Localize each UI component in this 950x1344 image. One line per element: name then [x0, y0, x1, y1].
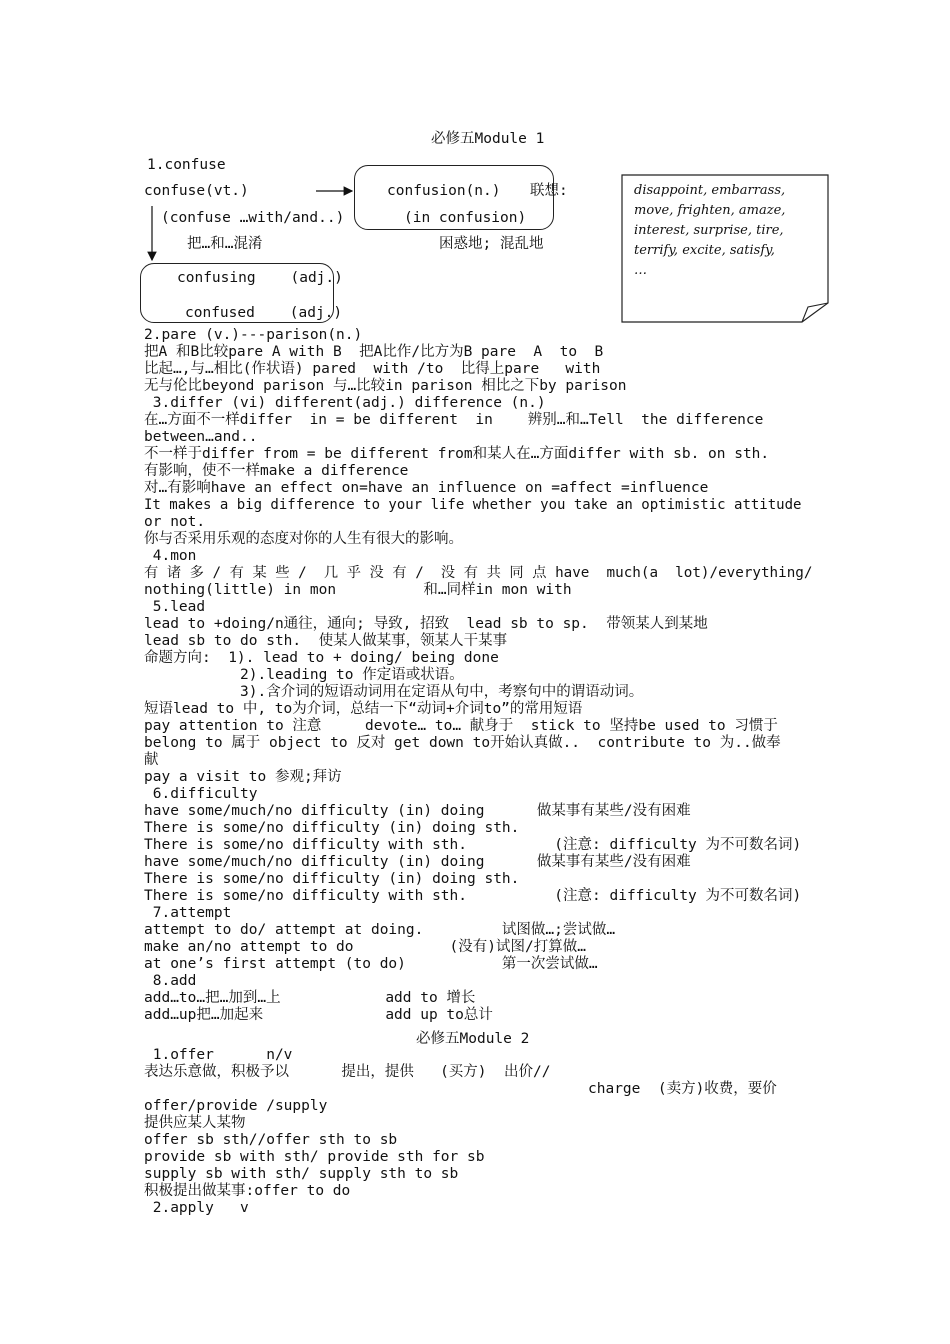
- text-line: pay attention to 注意 devote… to… 献身于 stick to 坚持be used to 习惯于: [144, 718, 778, 734]
- confuse-verb-meaning: 把…和…混淆: [187, 236, 263, 252]
- text-line: 在…方面不一样differ in = be different in 辨别…和…Tell the difference: [144, 412, 764, 428]
- text-line: 5.lead: [144, 599, 206, 615]
- item-confuse-heading: 1.confuse: [147, 157, 226, 173]
- text-line: There is some/no difficulty (in) doing sth.: [144, 871, 520, 887]
- text-line: 不一样于differ from = be different from和某人在…方面differ with sb. on sth.: [144, 446, 770, 462]
- text-line: 6.difficulty: [144, 786, 258, 802]
- confusing-adj: confusing (adj.): [177, 270, 343, 286]
- text-line: lead to +doing/n通往，通向; 导致, 招致 lead sb to sp. 带领某人到某地: [144, 616, 708, 632]
- text-line: 积极提出做某事:offer to do: [144, 1183, 351, 1199]
- text-line: nothing(little) in mon 和…同样in mon with: [144, 582, 572, 598]
- text-line: charge (卖方)收费，要价: [588, 1081, 777, 1097]
- text-line: 对…有影响have an effect on=have an influence on =affect =influence: [144, 480, 709, 496]
- text-line: 命题方向: 1). lead to + doing/ being done: [144, 650, 499, 666]
- text-line: 4.mon: [144, 548, 197, 564]
- text-line: 7.attempt: [144, 905, 232, 921]
- association-note: [622, 175, 828, 322]
- note-line: move, frighten, amaze,: [634, 203, 786, 218]
- text-line: at one’s first attempt (to do) 第一次尝试做…: [144, 956, 598, 972]
- confusion-meaning: 困惑地; 混乱地: [439, 236, 544, 252]
- text-line: 献: [144, 752, 159, 768]
- text-line: 2.apply v: [144, 1200, 249, 1216]
- confusion-phrase: (in confusion): [404, 210, 527, 226]
- text-line: 有 诸 多 / 有 某 些 / 几 乎 没 有 / 没 有 共 同 点 have much(a lot)/everything/: [144, 565, 813, 581]
- text-line: 把A 和B比较pare A with B 把A比作/比方为B pare A to B: [144, 344, 604, 360]
- text-line: provide sb with sth/ provide sth for sb: [144, 1149, 485, 1165]
- text-line: add…to…把…加到…上 add to 增长: [144, 990, 476, 1006]
- text-line: belong to 属于 object to 反对 get down to开始认真做.. contribute to 为..做奉: [144, 735, 781, 751]
- module1-title: 必修五Module 1: [431, 131, 545, 147]
- note-line: interest, surprise, tire,: [634, 223, 784, 238]
- note-line: disappoint, embarrass,: [634, 183, 786, 198]
- text-line: It makes a big difference to your life whether you take an optimistic attitude: [144, 497, 802, 513]
- confuse-verb-phrase: (confuse …with/and..): [161, 210, 345, 226]
- text-line: 8.add: [144, 973, 197, 989]
- text-line: offer sb sth//offer sth to sb: [144, 1132, 398, 1148]
- text-line: There is some/no difficulty with sth. (注意: difficulty 为不可数名词): [144, 837, 802, 853]
- confusion-noun: confusion(n.): [387, 183, 501, 199]
- confused-adj: confused (adj.): [185, 305, 343, 321]
- text-line: between…and..: [144, 429, 258, 445]
- confuse-verb: confuse(vt.): [144, 183, 249, 199]
- note-line: terrify, excite, satisfy,: [634, 243, 775, 258]
- text-line: attempt to do/ attempt at doing. 试图做…;尝试做…: [144, 922, 616, 938]
- text-line: 1.offer n/v: [144, 1047, 293, 1063]
- text-line: pay a visit to 参观;拜访: [144, 769, 342, 785]
- text-line: make an/no attempt to do (没有)试图/打算做…: [144, 939, 586, 955]
- text-line: 2.pare (v.)---parison(n.): [144, 327, 363, 343]
- text-line: 表达乐意做，积极予以 提出，提供 (买方) 出价//: [144, 1064, 551, 1080]
- text-line: 3.differ (vi) different(adj.) difference (n.): [144, 395, 546, 411]
- text-line: or not.: [144, 514, 206, 530]
- text-line: 短语lead to 中, to为介词，总结一下“动词+介词to”的常用短语: [144, 701, 583, 717]
- text-line: 提供应某人某物: [144, 1115, 246, 1131]
- text-line: offer/provide /supply: [144, 1098, 328, 1114]
- text-line: have some/much/no difficulty (in) doing 做某事有某些/没有困难: [144, 854, 691, 870]
- text-line: 2).leading to 作定语或状语。: [144, 667, 464, 683]
- text-line: There is some/no difficulty with sth. (注意: difficulty 为不可数名词): [144, 888, 802, 904]
- module2-title: 必修五Module 2: [416, 1031, 530, 1047]
- association-label: 联想:: [530, 183, 568, 199]
- text-line: lead sb to do sth. 使某人做某事，领某人干某事: [144, 633, 508, 649]
- text-line: 有影响，使不一样make a difference: [144, 463, 409, 479]
- text-line: 比起…,与…相比(作状语) pared with /to 比得上pare with: [144, 361, 601, 377]
- text-line: add…up把…加起来 add up to总计: [144, 1007, 493, 1023]
- text-line: 无与伦比beyond parison 与…比较in parison 相比之下by parison: [144, 378, 627, 394]
- note-line: …: [634, 263, 647, 278]
- text-line: have some/much/no difficulty (in) doing 做某事有某些/没有困难: [144, 803, 691, 819]
- text-line: supply sb with sth/ supply sth to sb: [144, 1166, 459, 1182]
- text-line: 你与否采用乐观的态度对你的人生有很大的影响。: [144, 531, 463, 547]
- text-line: 3).含介词的短语动词用在定语从句中，考察句中的谓语动词。: [144, 684, 644, 700]
- text-line: There is some/no difficulty (in) doing sth.: [144, 820, 520, 836]
